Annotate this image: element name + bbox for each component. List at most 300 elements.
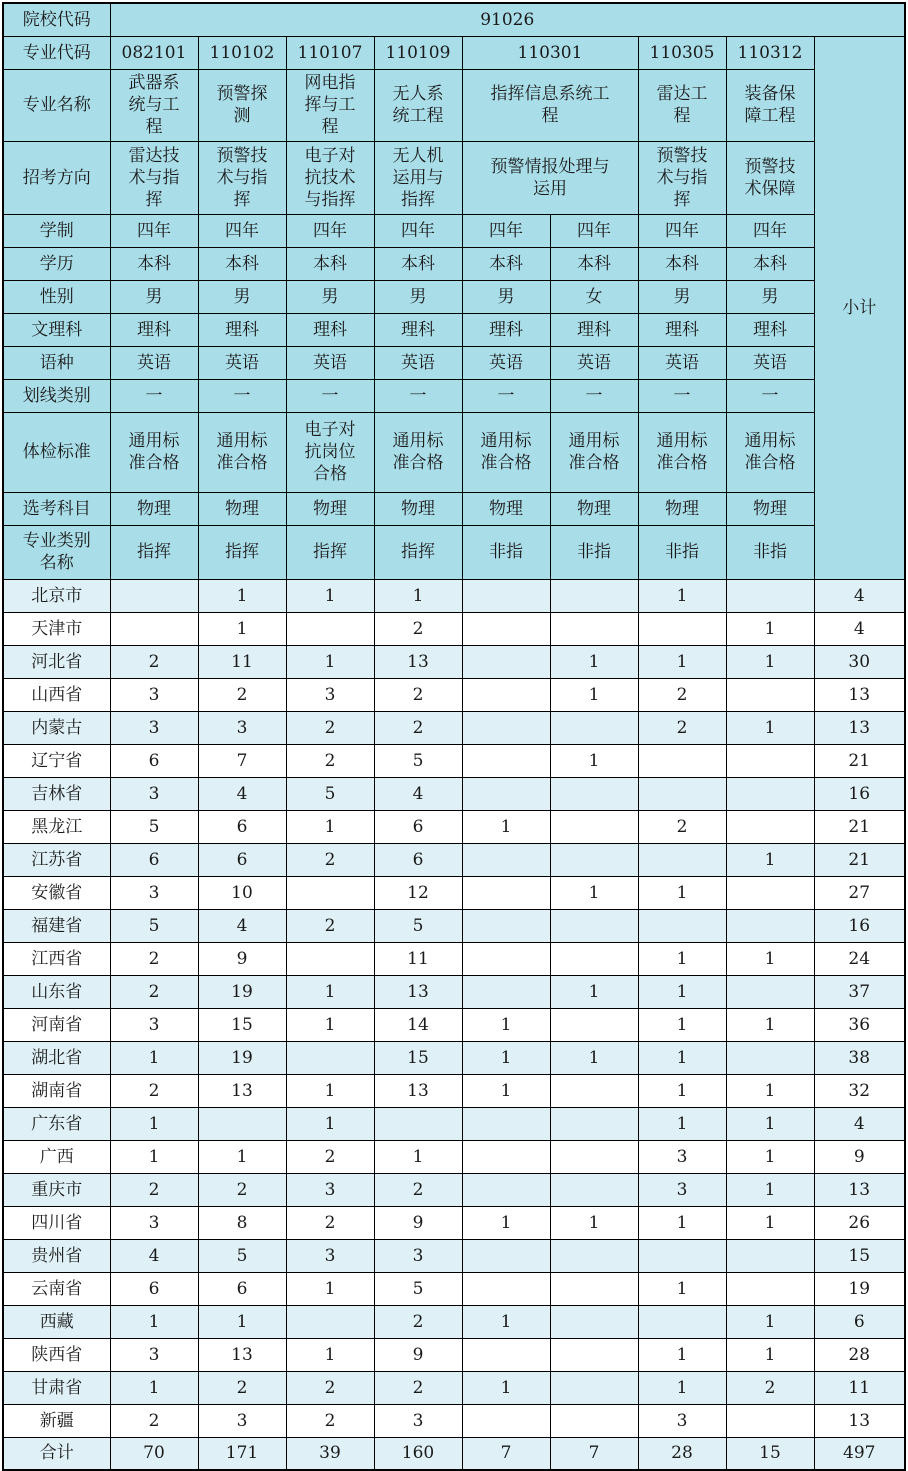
quota-cell: 2 xyxy=(110,975,198,1008)
subtotal-cell: 11 xyxy=(814,1371,905,1404)
quota-cell: 1 xyxy=(638,1008,726,1041)
province-name: 吉林省 xyxy=(3,777,110,810)
quota-cell: 3 xyxy=(286,678,374,711)
province-name: 河南省 xyxy=(3,1008,110,1041)
table-row xyxy=(3,1206,905,1239)
quota-cell xyxy=(638,777,726,810)
quota-cell: 13 xyxy=(198,1074,286,1107)
quota-cell: 3 xyxy=(198,1404,286,1437)
major-code-cell: 082101 xyxy=(110,36,198,69)
major-name-cell: 预警探 测 xyxy=(198,69,286,141)
cutoff-cell: 一 xyxy=(462,379,550,412)
subtotal-cell: 13 xyxy=(814,1173,905,1206)
quota-cell xyxy=(550,1008,638,1041)
direction-cell: 预警技 术与指 挥 xyxy=(638,141,726,214)
quota-cell: 1 xyxy=(638,975,726,1008)
quota-cell: 1 xyxy=(110,1371,198,1404)
quota-cell: 1 xyxy=(638,1041,726,1074)
quota-cell: 2 xyxy=(110,1074,198,1107)
quota-cell: 2 xyxy=(198,678,286,711)
total-cell: 160 xyxy=(374,1437,462,1470)
table-row xyxy=(3,942,905,975)
category-cell: 非指 xyxy=(638,525,726,579)
subtotal-cell: 36 xyxy=(814,1008,905,1041)
quota-cell xyxy=(462,1140,550,1173)
quota-cell: 2 xyxy=(110,1173,198,1206)
quota-cell: 2 xyxy=(374,711,462,744)
quota-cell xyxy=(550,1338,638,1371)
quota-cell xyxy=(550,1272,638,1305)
degree-row xyxy=(3,247,905,280)
subtotal-cell: 30 xyxy=(814,645,905,678)
subtotal-cell: 27 xyxy=(814,876,905,909)
quota-cell xyxy=(638,843,726,876)
length-cell: 四年 xyxy=(726,214,814,247)
quota-cell: 1 xyxy=(550,876,638,909)
province-name: 福建省 xyxy=(3,909,110,942)
length-cell: 四年 xyxy=(286,214,374,247)
quota-cell xyxy=(638,909,726,942)
quota-cell: 1 xyxy=(198,1140,286,1173)
category-cell: 指挥 xyxy=(286,525,374,579)
table-row xyxy=(3,612,905,645)
quota-cell: 2 xyxy=(374,1173,462,1206)
language-cell: 英语 xyxy=(110,346,198,379)
quota-cell xyxy=(550,942,638,975)
subtotal-cell: 6 xyxy=(814,1305,905,1338)
subject-cell: 物理 xyxy=(638,492,726,525)
quota-cell xyxy=(462,1338,550,1371)
quota-cell: 1 xyxy=(638,1338,726,1371)
school-code-value: 91026 xyxy=(110,3,905,36)
province-name: 江西省 xyxy=(3,942,110,975)
quota-cell: 1 xyxy=(286,1008,374,1041)
language-row xyxy=(3,346,905,379)
major-code-cell: 110305 xyxy=(638,36,726,69)
quota-cell: 2 xyxy=(286,843,374,876)
direction-cell: 预警情报处理与 运用 xyxy=(462,141,638,214)
length-cell: 四年 xyxy=(110,214,198,247)
cutoff-cell: 一 xyxy=(638,379,726,412)
quota-cell: 3 xyxy=(286,1239,374,1272)
major-name-cell: 武器系 统与工 程 xyxy=(110,69,198,141)
length-cell: 四年 xyxy=(550,214,638,247)
quota-cell: 3 xyxy=(286,1173,374,1206)
province-name: 内蒙古 xyxy=(3,711,110,744)
degree-cell: 本科 xyxy=(462,247,550,280)
total-cell: 70 xyxy=(110,1437,198,1470)
quota-cell: 4 xyxy=(374,777,462,810)
quota-cell: 2 xyxy=(286,1371,374,1404)
quota-cell: 6 xyxy=(374,810,462,843)
cutoff-label: 划线类别 xyxy=(3,379,110,412)
gender-cell: 男 xyxy=(110,280,198,313)
quota-cell: 5 xyxy=(374,1272,462,1305)
quota-cell xyxy=(286,942,374,975)
cutoff-cell: 一 xyxy=(110,379,198,412)
quota-cell xyxy=(550,579,638,612)
category-label: 专业类别 名称 xyxy=(3,525,110,579)
quota-cell: 2 xyxy=(110,645,198,678)
quota-cell: 1 xyxy=(726,942,814,975)
degree-cell: 本科 xyxy=(726,247,814,280)
quota-cell xyxy=(550,711,638,744)
stream-label: 文理科 xyxy=(3,313,110,346)
quota-cell xyxy=(726,1041,814,1074)
quota-cell: 12 xyxy=(374,876,462,909)
quota-cell: 1 xyxy=(726,612,814,645)
total-cell: 171 xyxy=(198,1437,286,1470)
quota-cell: 1 xyxy=(726,1173,814,1206)
quota-cell: 3 xyxy=(110,1206,198,1239)
quota-cell: 2 xyxy=(374,1305,462,1338)
subject-cell: 物理 xyxy=(462,492,550,525)
quota-cell: 1 xyxy=(726,1338,814,1371)
table-row xyxy=(3,678,905,711)
quota-cell: 1 xyxy=(462,1206,550,1239)
quota-cell: 1 xyxy=(726,1107,814,1140)
direction-row xyxy=(3,141,905,214)
degree-cell: 本科 xyxy=(374,247,462,280)
quota-cell: 1 xyxy=(638,1371,726,1404)
degree-cell: 本科 xyxy=(550,247,638,280)
category-cell: 非指 xyxy=(726,525,814,579)
subtotal-cell: 4 xyxy=(814,579,905,612)
quota-cell: 1 xyxy=(286,975,374,1008)
quota-cell xyxy=(550,810,638,843)
gender-label: 性别 xyxy=(3,280,110,313)
quota-cell xyxy=(462,1107,550,1140)
quota-cell xyxy=(550,777,638,810)
quota-cell xyxy=(550,1305,638,1338)
quota-cell: 9 xyxy=(374,1338,462,1371)
quota-cell: 2 xyxy=(638,810,726,843)
quota-cell: 1 xyxy=(550,1041,638,1074)
quota-cell xyxy=(462,645,550,678)
quota-cell: 1 xyxy=(550,678,638,711)
quota-cell xyxy=(462,843,550,876)
quota-cell: 1 xyxy=(286,1107,374,1140)
quota-cell: 13 xyxy=(374,645,462,678)
quota-cell: 9 xyxy=(198,942,286,975)
quota-cell: 15 xyxy=(198,1008,286,1041)
quota-cell: 3 xyxy=(110,777,198,810)
quota-cell xyxy=(726,579,814,612)
quota-cell: 1 xyxy=(550,645,638,678)
subtotal-cell: 32 xyxy=(814,1074,905,1107)
quota-cell xyxy=(462,777,550,810)
quota-cell xyxy=(286,612,374,645)
category-cell: 指挥 xyxy=(110,525,198,579)
quota-cell: 1 xyxy=(638,645,726,678)
stream-cell: 理科 xyxy=(638,313,726,346)
quota-cell: 2 xyxy=(198,1173,286,1206)
table-row xyxy=(3,1404,905,1437)
degree-cell: 本科 xyxy=(110,247,198,280)
enrollment-quota-table xyxy=(2,2,906,1471)
quota-cell xyxy=(462,579,550,612)
table-row xyxy=(3,1371,905,1404)
province-name: 西藏 xyxy=(3,1305,110,1338)
subtotal-cell: 9 xyxy=(814,1140,905,1173)
quota-cell: 14 xyxy=(374,1008,462,1041)
quota-cell: 1 xyxy=(726,1206,814,1239)
subject-row xyxy=(3,492,905,525)
physical-label: 体检标准 xyxy=(3,412,110,492)
total-cell: 7 xyxy=(550,1437,638,1470)
quota-cell: 1 xyxy=(286,1272,374,1305)
quota-cell xyxy=(462,612,550,645)
province-name: 甘肃省 xyxy=(3,1371,110,1404)
quota-cell: 2 xyxy=(726,1371,814,1404)
quota-cell: 1 xyxy=(726,1008,814,1041)
quota-cell: 2 xyxy=(286,1206,374,1239)
quota-cell: 1 xyxy=(462,1008,550,1041)
degree-cell: 本科 xyxy=(638,247,726,280)
quota-cell xyxy=(286,1041,374,1074)
quota-cell: 1 xyxy=(462,1371,550,1404)
province-name: 黑龙江 xyxy=(3,810,110,843)
category-cell: 非指 xyxy=(550,525,638,579)
category-row xyxy=(3,525,905,579)
subtotal-cell: 26 xyxy=(814,1206,905,1239)
quota-cell: 1 xyxy=(638,579,726,612)
quota-cell xyxy=(550,1371,638,1404)
quota-cell xyxy=(286,876,374,909)
quota-cell: 1 xyxy=(110,1140,198,1173)
length-cell: 四年 xyxy=(374,214,462,247)
province-name: 北京市 xyxy=(3,579,110,612)
cutoff-cell: 一 xyxy=(198,379,286,412)
major-code-row xyxy=(3,36,905,69)
cutoff-cell: 一 xyxy=(374,379,462,412)
quota-cell: 1 xyxy=(638,1074,726,1107)
quota-cell: 1 xyxy=(726,1305,814,1338)
subject-cell: 物理 xyxy=(110,492,198,525)
subject-cell: 物理 xyxy=(374,492,462,525)
quota-cell: 1 xyxy=(462,810,550,843)
degree-cell: 本科 xyxy=(198,247,286,280)
gender-cell: 男 xyxy=(726,280,814,313)
subject-cell: 物理 xyxy=(286,492,374,525)
category-cell: 指挥 xyxy=(374,525,462,579)
language-cell: 英语 xyxy=(462,346,550,379)
stream-cell: 理科 xyxy=(286,313,374,346)
quota-cell xyxy=(726,678,814,711)
quota-cell xyxy=(462,1239,550,1272)
quota-cell xyxy=(110,612,198,645)
subtotal-cell: 38 xyxy=(814,1041,905,1074)
province-name: 河北省 xyxy=(3,645,110,678)
table-row xyxy=(3,1338,905,1371)
stream-cell: 理科 xyxy=(110,313,198,346)
province-name: 云南省 xyxy=(3,1272,110,1305)
subtotal-cell: 4 xyxy=(814,612,905,645)
quota-cell: 13 xyxy=(198,1338,286,1371)
subject-label: 选考科目 xyxy=(3,492,110,525)
language-cell: 英语 xyxy=(726,346,814,379)
quota-cell: 3 xyxy=(110,711,198,744)
quota-cell: 1 xyxy=(110,1041,198,1074)
quota-cell xyxy=(726,744,814,777)
major-name-cell: 指挥信息系统工 程 xyxy=(462,69,638,141)
quota-cell: 6 xyxy=(198,1272,286,1305)
province-name: 湖北省 xyxy=(3,1041,110,1074)
gender-cell: 女 xyxy=(550,280,638,313)
cutoff-row xyxy=(3,379,905,412)
quota-cell: 3 xyxy=(638,1140,726,1173)
major-code-cell: 110301 xyxy=(462,36,638,69)
cutoff-cell: 一 xyxy=(286,379,374,412)
quota-cell xyxy=(726,876,814,909)
physical-cell: 通用标 准合格 xyxy=(638,412,726,492)
cutoff-cell: 一 xyxy=(550,379,638,412)
subtotal-cell: 21 xyxy=(814,744,905,777)
quota-cell: 2 xyxy=(638,711,726,744)
quota-cell: 13 xyxy=(374,1074,462,1107)
table-row xyxy=(3,579,905,612)
quota-cell: 1 xyxy=(462,1041,550,1074)
quota-cell xyxy=(726,1404,814,1437)
major-name-row xyxy=(3,69,905,141)
cutoff-cell: 一 xyxy=(726,379,814,412)
table-row xyxy=(3,1008,905,1041)
gender-cell: 男 xyxy=(462,280,550,313)
table-row xyxy=(3,1239,905,1272)
quota-cell: 1 xyxy=(638,1107,726,1140)
quota-cell: 2 xyxy=(286,744,374,777)
direction-label: 招考方向 xyxy=(3,141,110,214)
province-name: 辽宁省 xyxy=(3,744,110,777)
subtotal-cell: 21 xyxy=(814,810,905,843)
quota-cell: 2 xyxy=(110,1404,198,1437)
total-cell: 39 xyxy=(286,1437,374,1470)
total-cell: 15 xyxy=(726,1437,814,1470)
quota-cell xyxy=(550,843,638,876)
quota-cell: 11 xyxy=(198,645,286,678)
quota-cell: 1 xyxy=(374,1140,462,1173)
direction-cell: 无人机 运用与 指挥 xyxy=(374,141,462,214)
quota-cell xyxy=(726,909,814,942)
province-name: 山东省 xyxy=(3,975,110,1008)
language-cell: 英语 xyxy=(550,346,638,379)
table-row xyxy=(3,810,905,843)
quota-cell: 1 xyxy=(374,579,462,612)
quota-cell xyxy=(726,975,814,1008)
direction-cell: 电子对 抗技术 与指挥 xyxy=(286,141,374,214)
quota-cell: 6 xyxy=(198,843,286,876)
physical-row xyxy=(3,412,905,492)
major-code-label: 专业代码 xyxy=(3,36,110,69)
quota-cell xyxy=(726,777,814,810)
quota-cell: 4 xyxy=(198,777,286,810)
degree-label: 学历 xyxy=(3,247,110,280)
quota-cell: 2 xyxy=(110,942,198,975)
quota-cell: 4 xyxy=(198,909,286,942)
quota-cell: 1 xyxy=(198,612,286,645)
province-name: 重庆市 xyxy=(3,1173,110,1206)
quota-cell: 6 xyxy=(110,1272,198,1305)
quota-cell xyxy=(638,1305,726,1338)
quota-cell: 1 xyxy=(286,810,374,843)
quota-cell: 9 xyxy=(374,1206,462,1239)
quota-cell: 19 xyxy=(198,1041,286,1074)
total-cell: 497 xyxy=(814,1437,905,1470)
physical-cell: 通用标 准合格 xyxy=(462,412,550,492)
quota-cell: 3 xyxy=(638,1404,726,1437)
language-cell: 英语 xyxy=(374,346,462,379)
total-cell: 7 xyxy=(462,1437,550,1470)
quota-cell xyxy=(286,1305,374,1338)
quota-cell xyxy=(462,744,550,777)
language-cell: 英语 xyxy=(638,346,726,379)
table-row xyxy=(3,1041,905,1074)
province-name: 天津市 xyxy=(3,612,110,645)
quota-cell xyxy=(726,1272,814,1305)
quota-cell: 2 xyxy=(286,1404,374,1437)
quota-cell xyxy=(550,1107,638,1140)
province-name: 陕西省 xyxy=(3,1338,110,1371)
physical-cell: 通用标 准合格 xyxy=(374,412,462,492)
province-name: 广西 xyxy=(3,1140,110,1173)
language-label: 语种 xyxy=(3,346,110,379)
quota-cell: 4 xyxy=(110,1239,198,1272)
length-cell: 四年 xyxy=(462,214,550,247)
quota-cell: 1 xyxy=(286,1338,374,1371)
degree-cell: 本科 xyxy=(286,247,374,280)
quota-cell: 6 xyxy=(110,843,198,876)
table-row xyxy=(3,1074,905,1107)
quota-cell: 1 xyxy=(198,1305,286,1338)
quota-cell: 5 xyxy=(198,1239,286,1272)
quota-cell: 1 xyxy=(638,942,726,975)
quota-cell xyxy=(726,1239,814,1272)
quota-cell: 2 xyxy=(286,1140,374,1173)
length-label: 学制 xyxy=(3,214,110,247)
subject-cell: 物理 xyxy=(550,492,638,525)
major-code-cell: 110109 xyxy=(374,36,462,69)
quota-cell: 8 xyxy=(198,1206,286,1239)
category-cell: 非指 xyxy=(462,525,550,579)
quota-cell xyxy=(462,975,550,1008)
subtotal-cell: 28 xyxy=(814,1338,905,1371)
quota-cell: 1 xyxy=(638,1206,726,1239)
table-row xyxy=(3,645,905,678)
quota-cell: 1 xyxy=(550,1206,638,1239)
subtotal-cell: 37 xyxy=(814,975,905,1008)
gender-row xyxy=(3,280,905,313)
quota-cell xyxy=(550,909,638,942)
stream-cell: 理科 xyxy=(198,313,286,346)
quota-cell xyxy=(550,612,638,645)
quota-cell xyxy=(726,810,814,843)
quota-cell: 2 xyxy=(286,711,374,744)
stream-cell: 理科 xyxy=(374,313,462,346)
subtotal-cell: 21 xyxy=(814,843,905,876)
table-row xyxy=(3,1173,905,1206)
quota-cell: 2 xyxy=(374,1371,462,1404)
stream-cell: 理科 xyxy=(550,313,638,346)
quota-cell: 1 xyxy=(286,579,374,612)
quota-cell xyxy=(110,579,198,612)
quota-cell: 3 xyxy=(110,1338,198,1371)
quota-cell: 1 xyxy=(462,1305,550,1338)
quota-cell: 1 xyxy=(726,645,814,678)
subtotal-cell: 16 xyxy=(814,777,905,810)
subtotal-cell: 13 xyxy=(814,711,905,744)
quota-cell: 1 xyxy=(550,744,638,777)
quota-cell xyxy=(462,711,550,744)
